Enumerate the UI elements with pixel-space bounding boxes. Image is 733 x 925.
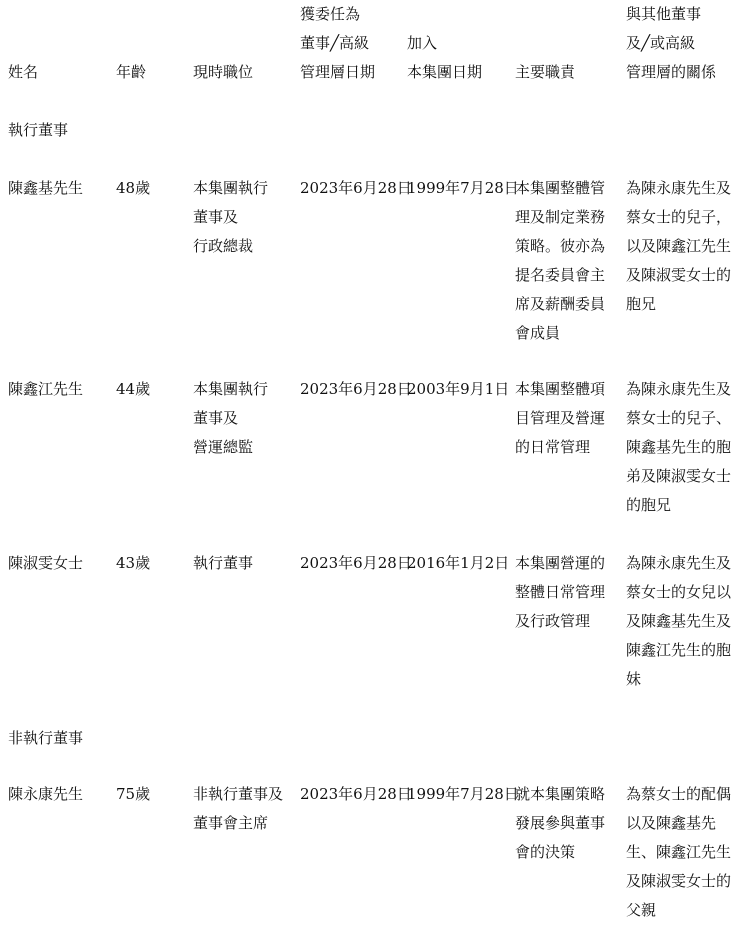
cell-line: 本集團執行 xyxy=(193,380,269,398)
cell-position xyxy=(193,375,268,462)
header-relationship xyxy=(626,0,716,87)
cell-line: 提名委員會主 xyxy=(515,266,606,284)
header-appointment xyxy=(300,0,375,87)
cell-line: 營運總監 xyxy=(193,438,254,456)
header-age xyxy=(116,58,146,87)
cell-joining-date xyxy=(407,549,509,578)
cell-line: 1999年7月28日 xyxy=(407,179,519,197)
cell-line: 為陳永康先生及 xyxy=(626,380,732,398)
header-position-line: 現時職位 xyxy=(193,63,254,81)
cell-responsibilities xyxy=(515,174,605,348)
cell-line: 及陳淑雯女士的 xyxy=(626,872,732,890)
cell-responsibilities xyxy=(515,375,605,462)
cell-line: 及行政管理 xyxy=(515,612,591,630)
cell-line: 以及陳鑫基先 xyxy=(626,814,717,832)
cell-line: 蔡女士的女兒以 xyxy=(626,583,732,601)
cell-joining-date xyxy=(407,375,509,404)
cell-line: 陳永康先生 xyxy=(8,785,84,803)
section-non-executive-directors: 非執行董事 xyxy=(8,729,84,747)
header-appointment-line: 管理層日期 xyxy=(300,63,376,81)
cell-line: 本集團整體項 xyxy=(515,380,606,398)
cell-line: 75歲 xyxy=(116,785,151,803)
cell-line: 本集團執行 xyxy=(193,179,269,197)
cell-appointment-date xyxy=(300,780,412,809)
cell-line: 為陳永康先生及 xyxy=(626,554,732,572)
cell-line: 的日常管理 xyxy=(515,438,591,456)
cell-line: 陳鑫江先生的胞 xyxy=(626,641,732,659)
cell-position xyxy=(193,174,268,261)
cell-line: 非執行董事及 xyxy=(193,785,284,803)
cell-name xyxy=(8,174,83,203)
cell-age xyxy=(116,375,150,404)
cell-line: 陳鑫江先生 xyxy=(8,380,84,398)
cell-line: 弟及陳淑雯女士 xyxy=(626,467,732,485)
cell-relationship xyxy=(626,375,731,520)
cell-line: 陳鑫基先生的胞 xyxy=(626,438,732,456)
header-responsibilities-line: 主要職責 xyxy=(515,63,576,81)
cell-line: 行政總裁 xyxy=(193,237,254,255)
header-name xyxy=(8,58,38,87)
cell-line: 發展參與董事 xyxy=(515,814,606,832)
cell-name xyxy=(8,375,83,404)
cell-age xyxy=(116,549,150,578)
cell-line: 及陳鑫基先生及 xyxy=(626,612,732,630)
cell-relationship xyxy=(626,780,731,925)
cell-line: 理及制定業務 xyxy=(515,208,606,226)
cell-relationship xyxy=(626,549,731,694)
cell-line: 會成員 xyxy=(515,324,561,342)
cell-line: 2023年6月28日 xyxy=(300,380,412,398)
cell-age xyxy=(116,174,150,203)
cell-relationship xyxy=(626,174,731,319)
cell-joining-date xyxy=(407,174,519,203)
header-joining xyxy=(407,29,482,87)
cell-joining-date xyxy=(407,780,519,809)
cell-line: 胞兄 xyxy=(626,295,657,313)
header-relationship-line: 及╱或高級 xyxy=(626,34,696,52)
header-joining-line: 加入 xyxy=(407,34,438,52)
header-age-line: 年齡 xyxy=(116,63,147,81)
cell-line: 整體日常管理 xyxy=(515,583,606,601)
cell-line: 陳鑫基先生 xyxy=(8,179,84,197)
cell-name xyxy=(8,780,83,809)
cell-appointment-date xyxy=(300,174,412,203)
cell-line: 父親 xyxy=(626,901,657,919)
cell-appointment-date xyxy=(300,375,412,404)
cell-line: 的胞兄 xyxy=(626,496,672,514)
cell-responsibilities xyxy=(515,780,605,867)
cell-position xyxy=(193,780,283,838)
cell-line: 48歲 xyxy=(116,179,151,197)
cell-line: 陳淑雯女士 xyxy=(8,554,84,572)
header-relationship-line: 管理層的關係 xyxy=(626,63,717,81)
header-name-line: 姓名 xyxy=(8,63,39,81)
cell-line: 及陳淑雯女士的 xyxy=(626,266,732,284)
cell-line: 妹 xyxy=(626,670,642,688)
cell-line: 43歲 xyxy=(116,554,151,572)
cell-line: 董事及 xyxy=(193,208,239,226)
cell-line: 為陳永康先生及 xyxy=(626,179,732,197)
cell-line: 2023年6月28日 xyxy=(300,554,412,572)
cell-line: 1999年7月28日 xyxy=(407,785,519,803)
cell-line: 董事會主席 xyxy=(193,814,269,832)
header-responsibilities xyxy=(515,58,575,87)
cell-responsibilities xyxy=(515,549,605,636)
section-executive-directors: 執行董事 xyxy=(8,121,69,139)
cell-name xyxy=(8,549,83,578)
cell-line: 生、陳鑫江先生 xyxy=(626,843,732,861)
cell-line: 蔡女士的兒子， xyxy=(626,208,732,226)
cell-line: 席及薪酬委員 xyxy=(515,295,606,313)
cell-appointment-date xyxy=(300,549,412,578)
cell-line: 2023年6月28日 xyxy=(300,785,412,803)
header-appointment-line: 獲委任為 xyxy=(300,5,361,23)
cell-age xyxy=(116,780,150,809)
cell-line: 目管理及營運 xyxy=(515,409,606,427)
header-joining-line: 本集團日期 xyxy=(407,63,483,81)
header-position xyxy=(193,58,253,87)
cell-position xyxy=(193,549,253,578)
cell-line: 蔡女士的兒子、 xyxy=(626,409,732,427)
cell-line: 就本集團策略 xyxy=(515,785,606,803)
cell-line: 本集團營運的 xyxy=(515,554,606,572)
cell-line: 以及陳鑫江先生 xyxy=(626,237,732,255)
cell-line: 會的決策 xyxy=(515,843,576,861)
cell-line: 44歲 xyxy=(116,380,151,398)
header-relationship-line: 與其他董事 xyxy=(626,5,702,23)
cell-line: 本集團整體管 xyxy=(515,179,606,197)
cell-line: 策略。彼亦為 xyxy=(515,237,606,255)
cell-line: 2023年6月28日 xyxy=(300,179,412,197)
cell-line: 董事及 xyxy=(193,409,239,427)
cell-line: 2016年1月2日 xyxy=(407,554,510,572)
cell-line: 執行董事 xyxy=(193,554,254,572)
cell-line: 2003年9月1日 xyxy=(407,380,510,398)
header-appointment-line: 董事╱高級 xyxy=(300,34,370,52)
cell-line: 為蔡女士的配偶 xyxy=(626,785,732,803)
